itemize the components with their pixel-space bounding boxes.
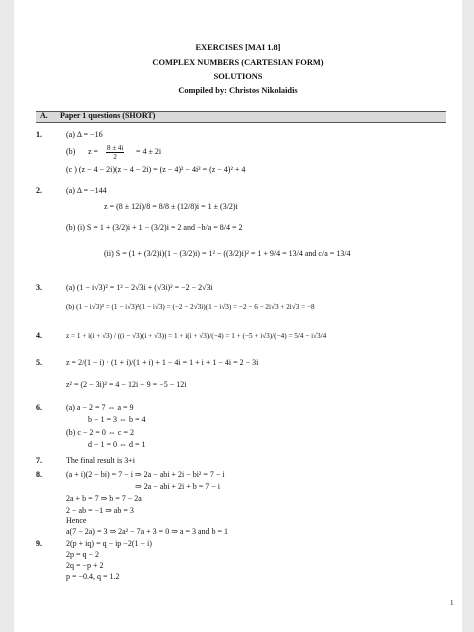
q6-number: 6. — [36, 403, 42, 412]
section-title: Paper 1 questions (SHORT) — [60, 111, 156, 120]
q7-number: 7. — [36, 456, 42, 465]
q5-line1: z = 2/(1 − i) · (1 + i)/(1 + i) + 1 − 4i = 1 + i + 1 − 4i = 2 − 3i — [66, 358, 259, 367]
q8-line6: a(7 − 2a) = 3 ⇒ 2a² − 7a + 3 = 0 ⇒ a = 3 and b = 1 — [66, 527, 229, 536]
q7-text: The final result is 3+i — [66, 456, 135, 465]
q8-number: 8. — [36, 470, 42, 479]
q8-line1: (a + i)(2 − bi) = 7 − i ⇒ 2a − abi + 2i − bi² = 7 − i — [66, 470, 225, 479]
q2-b-i: (b) (i) S = 1 + (3/2)i + 1 − (3/2)i = 2 and −b/a = 8/4 = 2 — [66, 223, 243, 232]
q6-b2: d − 1 = 0 ⇔ d = 1 — [88, 440, 146, 449]
q1-a: (a) Δ = −16 — [66, 130, 103, 139]
doc-author: Compiled by: Christos Nikolaidis — [178, 86, 298, 95]
q9-line4: p = −0.4, q = 1.2 — [66, 572, 120, 581]
q9-line2: 2p = q − 2 — [66, 550, 100, 559]
doc-subtitle: COMPLEX NUMBERS (CARTESIAN FORM) — [152, 58, 324, 67]
q6-b1: (b) c − 2 = 0 ⇔ c = 2 — [66, 428, 134, 437]
q5-number: 5. — [36, 358, 42, 367]
q1-number: 1. — [36, 130, 42, 139]
doc-kind: SOLUTIONS — [213, 72, 263, 81]
section-label: A. — [40, 111, 48, 120]
q3-number: 3. — [36, 283, 42, 292]
q5-line2: z² = (2 − 3i)² = 4 − 12i − 9 = −5 − 12i — [66, 380, 187, 389]
q2-roots: z = (8 ± 12i)/8 = 8/8 ± (12/8)i = 1 ± (3/2)i — [104, 202, 238, 211]
q9-number: 9. — [36, 539, 42, 548]
q1-b-rhs: = 4 ± 2i — [136, 147, 162, 156]
q3-a: (a) (1 − i√3)² = 1² − 2√3i + (√3i)² = −2 − 2√3i — [66, 283, 213, 292]
q8-line5: Hence — [66, 516, 87, 525]
q4-number: 4. — [36, 331, 42, 340]
q1-b-lhs: z = — [88, 147, 99, 156]
q1-b-denominator: 2 — [113, 152, 117, 161]
q2-number: 2. — [36, 186, 42, 195]
page-number: 1 — [450, 599, 454, 607]
q8-line4: 2 − ab = −1 ⇒ ab = 3 — [66, 506, 134, 515]
q2-a: (a) Δ = −144 — [66, 186, 107, 195]
q8-line2: ⇒ 2a − abi + 2i + b = 7 − i — [135, 482, 221, 491]
q9-line1: 2(p + iq) = q − ip −2(1 − i) — [66, 539, 152, 548]
q1-b-fraction — [106, 140, 124, 164]
q4-line: z = 1 + i(i + √3) / ((i − √3)(i + √3)) = 1 + i(i + √3)/(−4) = 1 + (−5 + i√3)/(−4) = 5/4 − i√3/4 — [66, 332, 327, 340]
q9-line3: 2q = −p + 2 — [66, 561, 104, 570]
q1-c: (c ) (z − 4 − 2i)(z − 4 − 2i) = (z − 4)² − 4i² = (z − 4)² + 4 — [66, 165, 246, 174]
doc-title: EXERCISES [MAI 1.8] — [195, 43, 281, 52]
q6-a2: b − 1 = 3 ⇔ b = 4 — [88, 415, 146, 424]
q3-b: (b) (1 − i√3)³ = (1 − i√3)²(1 − i√3) = (−2 − 2√3i)(1 − i√3) = −2 − 6 − 2i√3 + 2i√3 = −8 — [66, 303, 315, 311]
q6-a1: (a) a − 2 = 7 ⇔ a = 9 — [66, 403, 134, 412]
q2-b-ii: (ii) S = (1 + (3/2)i)(1 − (3/2)i) = 1² − ((3/2)i)² = 1 + 9/4 = 13/4 and c/a = 13/4 — [104, 249, 351, 258]
q1-b-label: (b) — [66, 147, 76, 156]
document-page — [14, 0, 462, 632]
q8-line3: 2a + b = 7 ⇒ b = 7 − 2a — [66, 494, 142, 503]
q1-b-numerator: 8 ± 4i — [107, 143, 124, 152]
